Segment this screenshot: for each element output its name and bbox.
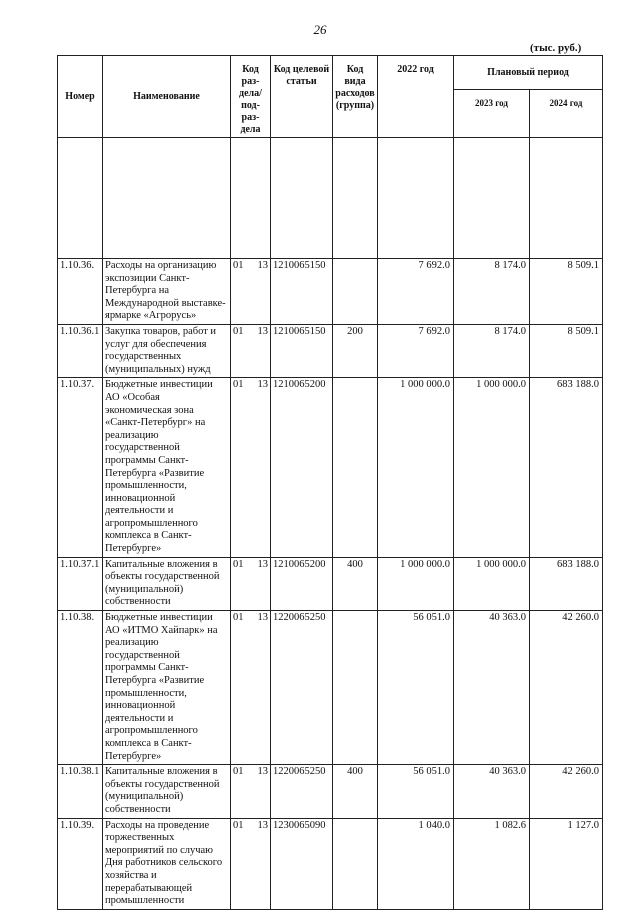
row-podrazdel: 13 [257,379,268,391]
row-expense-type: 200 [333,324,378,377]
header-spacer-row [58,138,603,259]
header-2023: 2023 год [454,90,530,138]
row-podrazdel: 13 [257,558,268,570]
row-number: 1.10.36.1 [58,324,103,377]
row-value-2023: 8 174.0 [454,324,530,377]
row-expense-type: 400 [333,765,378,818]
row-name: Бюджетные инвестиции АО «Особая экономическая зона «Санкт-Петербург» на реализацию государственной программы Санкт-Петербурга «Развитие промышленности, инновационной деятельности и агропромышленного комплекса в Санкт-Петербурге» [103,378,231,557]
table-row [58,818,603,909]
table-row [58,378,603,557]
row-target-code: 1210065200 [271,378,333,557]
row-podrazdel: 13 [257,325,268,337]
row-razdel: 01 [233,558,244,570]
row-section [231,324,271,377]
row-value-2024: 683 188.0 [530,378,603,557]
header-name: Наименование [103,56,231,138]
row-value-2022: 56 051.0 [378,611,454,765]
header-expense-type: Код вида расходов (группа) [333,56,378,138]
row-podrazdel: 13 [257,612,268,624]
header-planning: Плановый период [454,56,603,90]
row-number: 1.10.37.1 [58,557,103,610]
row-value-2022: 7 692.0 [378,259,454,325]
table-row [58,611,603,765]
row-name: Бюджетные инвестиции АО «ИТМО Хайпарк» на реализацию государственной программы Санкт-Петербурга «Развитие промышленности, инновационной деятельности и агропромышленного комплекса в Санкт-Петербурге» [103,611,231,765]
row-razdel: 01 [233,612,244,624]
row-value-2023: 40 363.0 [454,611,530,765]
row-razdel: 01 [233,766,244,778]
row-value-2023: 40 363.0 [454,765,530,818]
row-podrazdel: 13 [257,819,268,831]
units-label: (тыс. руб.) [530,42,582,54]
row-value-2023: 1 000 000.0 [454,557,530,610]
row-section [231,557,271,610]
row-number: 1.10.38.1 [58,765,103,818]
row-section [231,378,271,557]
row-value-2024: 42 260.0 [530,765,603,818]
table-row [58,324,603,377]
row-value-2024: 8 509.1 [530,259,603,325]
row-value-2024: 1 127.0 [530,818,603,909]
table-row [58,259,603,325]
row-name: Капитальные вложения в объекты государственной (муниципальной) собственности [103,557,231,610]
row-expense-type [333,818,378,909]
row-expense-type [333,259,378,325]
row-number: 1.10.37. [58,378,103,557]
row-value-2023: 1 000 000.0 [454,378,530,557]
header-row [58,56,603,90]
row-value-2022: 1 000 000.0 [378,557,454,610]
row-podrazdel: 13 [257,766,268,778]
row-section [231,765,271,818]
row-value-2022: 1 040.0 [378,818,454,909]
row-number: 1.10.39. [58,818,103,909]
row-target-code: 1220065250 [271,611,333,765]
row-razdel: 01 [233,260,244,271]
row-razdel: 01 [233,819,244,831]
row-section [231,611,271,765]
row-value-2022: 1 000 000.0 [378,378,454,557]
row-value-2023: 8 174.0 [454,259,530,325]
row-target-code: 1220065250 [271,765,333,818]
header-target: Код целевой статьи [271,56,333,138]
row-target-code: 1210065150 [271,324,333,377]
table-row [58,765,603,818]
row-expense-type [333,378,378,557]
row-razdel: 01 [233,379,244,391]
row-name: Расходы на организацию экспозиции Санкт-Петербурга на Международной выставке-ярмарке «Агрорусь» [103,259,231,325]
row-value-2024: 8 509.1 [530,324,603,377]
row-name: Расходы на проведение торжественных мероприятий по случаю Дня работников сельского хозяйства и перерабатывающей промышленности [103,818,231,909]
row-value-2023: 1 082.6 [454,818,530,909]
row-target-code: 1210065150 [271,259,333,325]
row-value-2024: 42 260.0 [530,611,603,765]
row-razdel: 01 [233,325,244,337]
row-section [231,259,271,325]
header-section: Код раз-дела/ под-раз-дела [231,56,271,138]
row-value-2022: 7 692.0 [378,324,454,377]
row-expense-type [333,611,378,765]
row-expense-type: 400 [333,557,378,610]
row-name: Закупка товаров, работ и услуг для обеспечения государственных (муниципальных) нужд [103,324,231,377]
header-2022: 2022 год [378,56,454,138]
row-number: 1.10.36. [58,259,103,325]
header-2024: 2024 год [530,90,603,138]
table-row [58,557,603,610]
row-target-code: 1230065090 [271,818,333,909]
row-section [231,818,271,909]
table-body [58,138,603,910]
row-number: 1.10.38. [58,611,103,765]
budget-table [57,55,603,910]
header-number: Номер [58,56,103,138]
row-value-2024: 683 188.0 [530,557,603,610]
row-name: Капитальные вложения в объекты государственной (муниципальной) собственности [103,765,231,818]
row-target-code: 1210065200 [271,557,333,610]
page-number: 26 [313,22,327,37]
row-value-2022: 56 051.0 [378,765,454,818]
row-podrazdel: 13 [257,260,268,271]
